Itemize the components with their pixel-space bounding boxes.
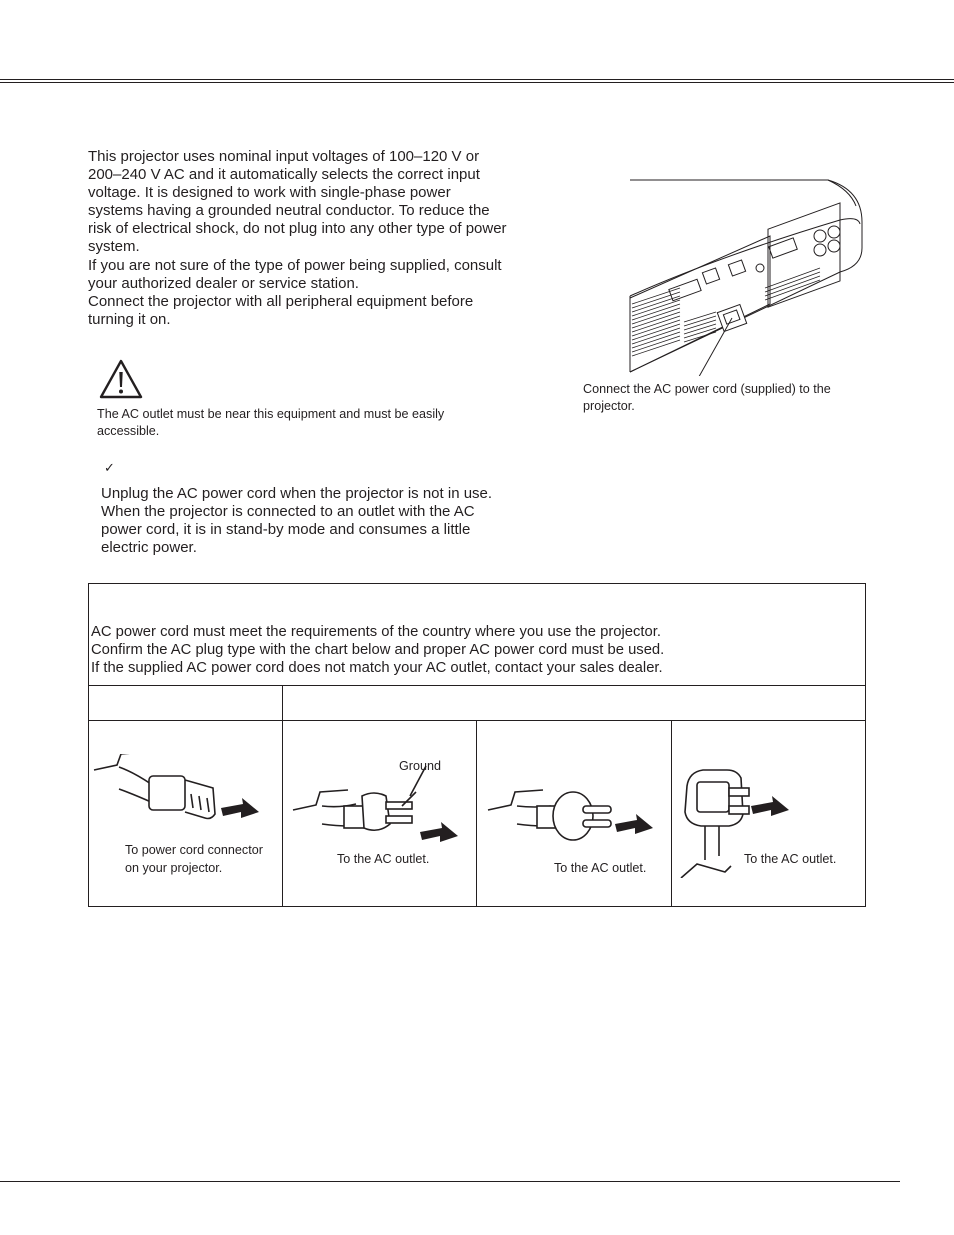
chart-divider bbox=[671, 720, 672, 906]
chart-header-top-rule bbox=[89, 685, 865, 686]
iec-connector-icon bbox=[93, 754, 273, 844]
header-rule-1 bbox=[0, 79, 954, 80]
intro-text bbox=[88, 148, 508, 329]
figure-caption: Connect the AC power cord (supplied) to the projector. bbox=[583, 382, 831, 413]
intro-paragraph: This projector uses nominal input voltages of 100–120 V or 200–240 V AC and it automatically selects the correct input voltage. It is designed to work with single-phase power systems having a grounded neutral conductor. To reduce the risk of electrical shock, do not plug into any other type of power system. bbox=[88, 148, 507, 256]
chart-instructions bbox=[91, 623, 861, 677]
caution-text: The AC outlet must be near this equipment and must be easily accessible. bbox=[97, 407, 445, 438]
chart-line: If the supplied AC power cord does not match your AC outlet, contact your sales dealer. bbox=[91, 660, 663, 676]
intro-paragraph: Connect the projector with all peripheral equipment before turning it on. bbox=[88, 292, 474, 328]
chart-divider bbox=[282, 685, 283, 906]
warning-triangle-icon bbox=[99, 359, 143, 399]
chart-line: AC power cord must meet the requirements of the country where you use the projector. bbox=[91, 624, 661, 640]
note-check-marker: ✓ bbox=[104, 460, 115, 475]
cell-caption: To power cord connector on your projector. bbox=[125, 843, 263, 875]
chart-line: Confirm the AC plug type with the chart below and proper AC power cord must be used. bbox=[91, 642, 665, 658]
cell-caption: To the AC outlet. bbox=[337, 852, 430, 866]
note-text: Unplug the AC power cord when the projector is not in use. When the projector is connected to an outlet with the AC power cord, it is in stand-by mode and consumes a little electric power. bbox=[101, 485, 493, 557]
ground-label: Ground bbox=[399, 759, 442, 773]
plug-chart bbox=[88, 583, 866, 907]
chart-divider bbox=[476, 720, 477, 906]
grounded-plug-icon bbox=[292, 754, 472, 854]
footer-rule bbox=[0, 1181, 900, 1182]
chart-header-bottom-rule bbox=[89, 720, 865, 721]
intro-paragraph: If you are not sure of the type of power being supplied, consult your authorized dealer or service station. bbox=[88, 256, 502, 292]
cell-caption: To the AC outlet. bbox=[554, 861, 647, 875]
cell-caption: To the AC outlet. bbox=[744, 852, 837, 866]
header-rule-2 bbox=[0, 82, 954, 83]
round-pin-plug-icon bbox=[487, 754, 667, 854]
projector-illustration bbox=[620, 176, 870, 376]
